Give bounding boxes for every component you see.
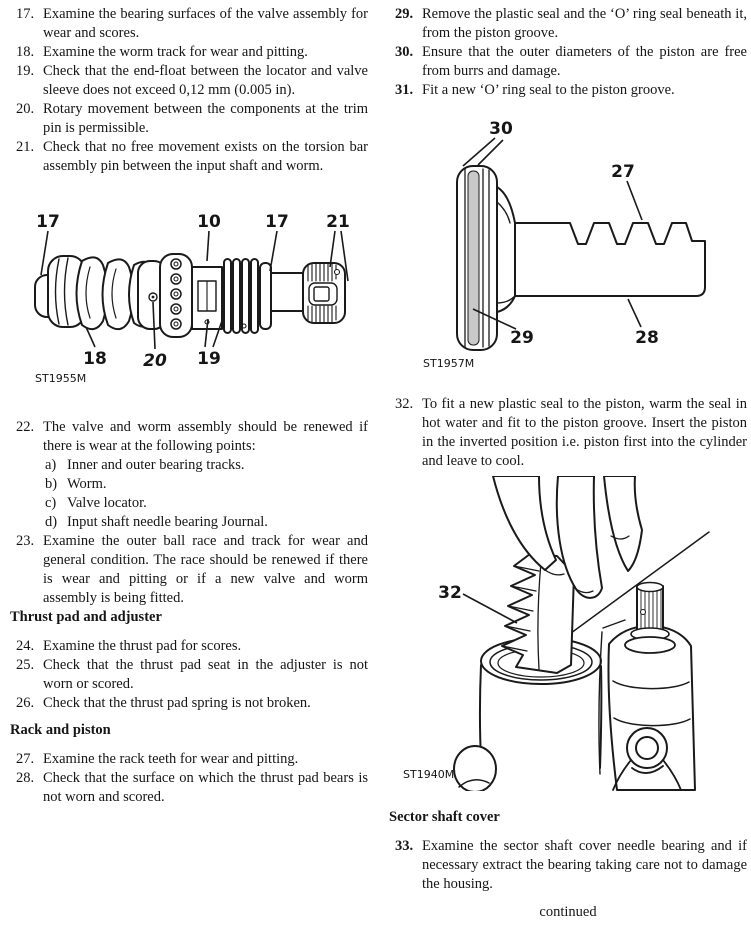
piston-rack-drawing [389, 113, 746, 388]
item-number: 20. [16, 101, 35, 117]
callout-32: 32 [438, 583, 462, 603]
item-text: Inner and outer bearing tracks. [67, 457, 245, 473]
continued-note: continued [539, 904, 597, 920]
item-text: Input shaft needle bearing Journal. [67, 514, 268, 530]
heading-sector-shaft-cover: Sector shaft cover [389, 809, 500, 825]
list-item [10, 62, 368, 100]
list-subitem [10, 456, 368, 475]
callout-20: 20 [143, 351, 167, 371]
item-text: To fit a new plastic seal to the piston, warm the seal in hot water and fit to the piston groove. Insert the piston in the inverted position i.e. piston first into the cylinder and leave to cool. [422, 396, 747, 469]
list-item [10, 532, 368, 608]
piston-insertion-drawing [389, 476, 746, 791]
item-letter: c) [45, 495, 57, 511]
list-subitem [10, 475, 368, 494]
item-text: Check that the end-float between the locator and valve sleeve does not exceed 0,12 mm (0.005 in). [43, 63, 368, 98]
item-text: Examine the sector shaft cover needle bearing and if necessary extract the bearing taking care not to damage the housing. [422, 838, 747, 892]
figure-code-st1957m: ST1957M [423, 357, 475, 370]
list-item [389, 43, 747, 81]
list-item [10, 418, 368, 456]
valve-worm-assembly-drawing [10, 205, 368, 390]
list-item [389, 837, 747, 894]
list-item [10, 769, 368, 807]
figure-st1955m [10, 205, 368, 390]
heading-rack-piston: Rack and piston [10, 722, 111, 738]
item-number: 24. [16, 638, 35, 654]
callout-21: 21 [326, 212, 350, 232]
steps-29-31 [389, 5, 747, 100]
item-text: Check that the thrust pad seat in the adjuster is not worn or scored. [43, 657, 368, 692]
item-letter: b) [45, 476, 58, 492]
item-letter: a) [45, 457, 57, 473]
item-text: Examine the worm track for wear and pitting. [43, 44, 308, 60]
list-item [10, 694, 368, 713]
list-item [10, 138, 368, 176]
item-number: 33. [395, 838, 414, 854]
list-item [10, 750, 368, 769]
list-item [10, 637, 368, 656]
item-text: The valve and worm assembly should be renewed if there is wear at the following points: [43, 419, 368, 454]
item-number: 32. [395, 396, 414, 412]
item-letter: d) [45, 514, 58, 530]
item-text: Check that the surface on which the thrust pad bears is not worn and scored. [43, 770, 368, 805]
item-number: 18. [16, 44, 35, 60]
item-number: 31. [395, 82, 414, 98]
item-number: 17. [16, 6, 35, 22]
list-item [10, 43, 368, 62]
callout-17-right: 17 [265, 212, 289, 232]
item-text: Remove the plastic seal and the ‘O’ ring seal beneath it, from the piston groove. [422, 6, 747, 41]
callout-19: 19 [197, 349, 221, 369]
item-number: 28. [16, 770, 35, 786]
item-number: 23. [16, 533, 35, 549]
item-text: Fit a new ‘O’ ring seal to the piston groove. [422, 82, 675, 98]
right-column [389, 0, 747, 944]
housing-artwork [599, 583, 695, 791]
list-item [389, 81, 747, 100]
item-number: 26. [16, 695, 35, 711]
item-text: Valve locator. [67, 495, 147, 511]
item-number: 19. [16, 63, 35, 79]
item-number: 30. [395, 44, 414, 60]
callout-30: 30 [489, 119, 513, 139]
callout-29: 29 [510, 328, 534, 348]
item-text: Examine the outer ball race and track for wear and general condition. The race should be renewed if there is wear and pitting or if a new valve and worm assembly is being fitted. [43, 533, 368, 606]
steps-22-23 [10, 418, 368, 608]
list-item [10, 5, 368, 43]
item-text: Examine the rack teeth for wear and pitting. [43, 751, 299, 767]
list-subitem [10, 513, 368, 532]
item-text: Rotary movement between the components at the trim pin is permissible. [43, 101, 368, 136]
steps-27-28 [10, 750, 368, 807]
item-text: Ensure that the outer diameters of the piston are free from burrs and damage. [422, 44, 747, 79]
callout-leader-lines [463, 594, 517, 623]
heading-thrust-pad: Thrust pad and adjuster [10, 609, 162, 625]
figure-code-st1955m: ST1955M [35, 372, 87, 385]
callout-10: 10 [197, 212, 221, 232]
left-column [10, 0, 368, 944]
list-item [10, 656, 368, 694]
list-item [389, 5, 747, 43]
worm-shaft-artwork [35, 254, 345, 337]
item-number: 22. [16, 419, 35, 435]
steps-17-21 [10, 5, 368, 176]
item-number: 25. [16, 657, 35, 673]
figure-st1957m [389, 113, 746, 388]
callout-27: 27 [611, 162, 635, 182]
item-text: Worm. [67, 476, 107, 492]
list-item [389, 395, 747, 471]
item-number: 29. [395, 6, 414, 22]
piston-artwork [457, 166, 705, 350]
list-subitem [10, 494, 368, 513]
callout-17-left: 17 [36, 212, 60, 232]
item-text: Check that the thrust pad spring is not broken. [43, 695, 311, 711]
item-text: Check that no free movement exists on the torsion bar assembly pin between the input shaft and worm. [43, 139, 368, 174]
figure-st1940m [389, 476, 746, 791]
callout-18: 18 [83, 349, 107, 369]
item-number: 27. [16, 751, 35, 767]
callout-28: 28 [635, 328, 659, 348]
step-32 [389, 395, 747, 471]
figure-code-st1940m: ST1940M [403, 768, 455, 781]
step-33 [389, 837, 747, 894]
item-text: Examine the bearing surfaces of the valve assembly for wear and scores. [43, 6, 368, 41]
item-text: Examine the thrust pad for scores. [43, 638, 242, 654]
steps-24-26 [10, 637, 368, 713]
list-item [10, 100, 368, 138]
item-number: 21. [16, 139, 35, 155]
